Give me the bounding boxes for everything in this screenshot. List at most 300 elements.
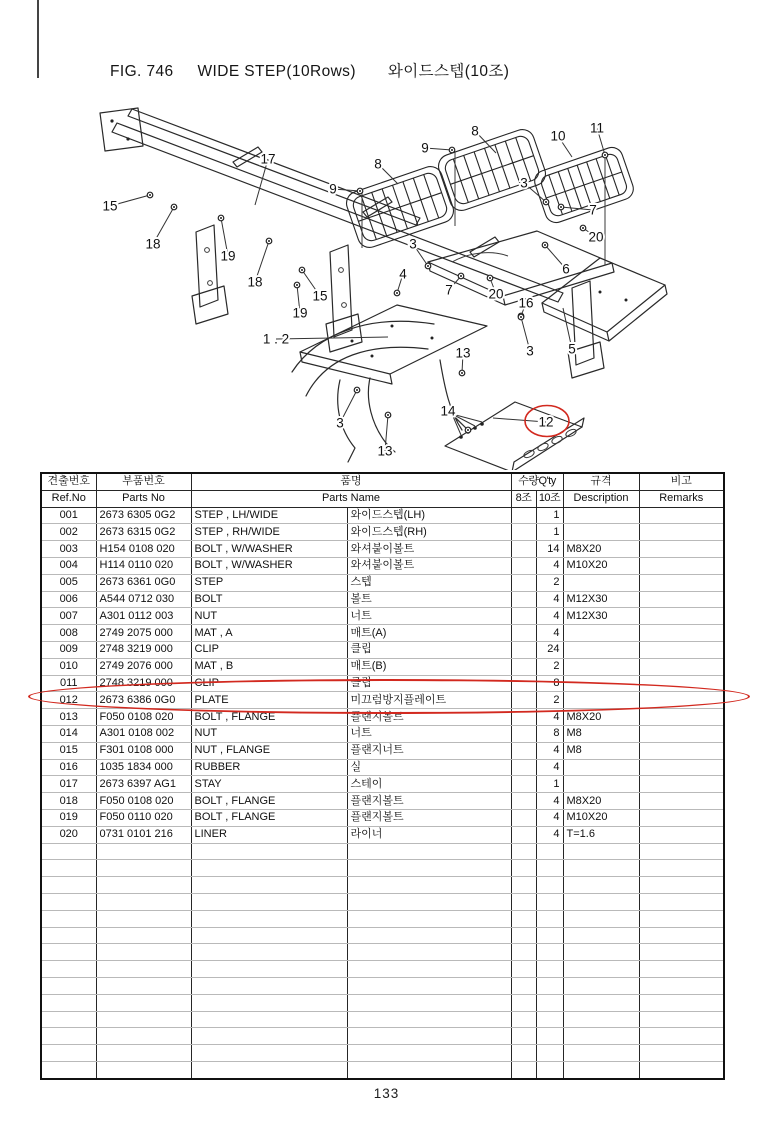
cell-qty10: 4 <box>536 826 563 843</box>
cell-parts_no <box>96 893 191 910</box>
cell-ref <box>41 944 96 961</box>
cell-parts_no: 2673 6397 AG1 <box>96 776 191 793</box>
cell-qty10 <box>536 893 563 910</box>
cell-qty8 <box>511 759 536 776</box>
cell-desc <box>563 507 639 524</box>
table-row <box>41 692 724 709</box>
cell-name_en <box>191 977 347 994</box>
cell-name_kr: 스테이 <box>347 776 511 793</box>
cell-qty10: 1 <box>536 524 563 541</box>
cell-qty10 <box>536 910 563 927</box>
figure-number: FIG. 746 <box>110 63 174 80</box>
cell-remarks <box>639 557 724 574</box>
cell-name_kr: 클립 <box>347 641 511 658</box>
bolt-center-dot <box>467 429 469 431</box>
cell-ref: 001 <box>41 507 96 524</box>
cell-name_en: STAY <box>191 776 347 793</box>
cell-ref <box>41 1061 96 1078</box>
table-row <box>41 826 724 843</box>
cell-qty10: 4 <box>536 793 563 810</box>
parts-table <box>40 472 725 1080</box>
callout-label-18: 18 <box>145 236 161 252</box>
cell-desc <box>563 759 639 776</box>
cell-remarks <box>639 809 724 826</box>
table-row <box>41 625 724 642</box>
empty-table-row <box>41 961 724 978</box>
cell-ref: 016 <box>41 759 96 776</box>
cell-parts_no: 2673 6361 0G0 <box>96 574 191 591</box>
cell-qty8 <box>511 944 536 961</box>
callout-label-9: 9 <box>329 181 337 197</box>
cell-remarks <box>639 961 724 978</box>
cell-name_kr <box>347 1028 511 1045</box>
callout-label-19: 19 <box>220 248 236 264</box>
callout-label-19: 19 <box>292 305 308 321</box>
cell-qty10 <box>536 927 563 944</box>
cell-name_kr <box>347 910 511 927</box>
cell-qty8 <box>511 574 536 591</box>
cell-ref: 012 <box>41 692 96 709</box>
cell-parts_no: 0731 0101 216 <box>96 826 191 843</box>
cell-desc: M10X20 <box>563 809 639 826</box>
cell-name_kr: 매트(A) <box>347 625 511 642</box>
cell-name_kr: 플랜지볼트 <box>347 809 511 826</box>
exploded-parts-diagram <box>0 0 773 470</box>
cell-qty8 <box>511 541 536 558</box>
table-row <box>41 675 724 692</box>
cell-desc: M8 <box>563 725 639 742</box>
cell-qty8 <box>511 742 536 759</box>
cell-parts_no <box>96 860 191 877</box>
empty-table-row <box>41 1045 724 1062</box>
cell-parts_no <box>96 927 191 944</box>
bolt-center-dot <box>396 292 398 294</box>
table-row <box>41 591 724 608</box>
cell-qty8 <box>511 994 536 1011</box>
cell-ref: 020 <box>41 826 96 843</box>
cell-qty10: 2 <box>536 692 563 709</box>
cell-desc <box>563 692 639 709</box>
cell-ref <box>41 927 96 944</box>
cell-qty8 <box>511 1011 536 1028</box>
cell-qty8 <box>511 1045 536 1062</box>
cell-name_en: BOLT , W/WASHER <box>191 557 347 574</box>
cell-ref: 011 <box>41 675 96 692</box>
platform-plate <box>428 231 614 305</box>
cell-name_kr: 플랜지볼트 <box>347 793 511 810</box>
cell-parts_no: 1035 1834 000 <box>96 759 191 776</box>
cell-desc <box>563 658 639 675</box>
cell-name_kr <box>347 893 511 910</box>
cell-qty8 <box>511 507 536 524</box>
cell-name_en <box>191 944 347 961</box>
bolt-center-dot <box>296 284 298 286</box>
cell-remarks <box>639 591 724 608</box>
cell-desc <box>563 1045 639 1062</box>
cell-name_en <box>191 893 347 910</box>
cell-parts_no <box>96 1061 191 1078</box>
cell-name_en: BOLT , FLANGE <box>191 709 347 726</box>
table-row <box>41 742 724 759</box>
table-row <box>41 557 724 574</box>
header-desc-kr: 규격 <box>563 473 639 490</box>
cell-name_kr <box>347 1011 511 1028</box>
cell-parts_no: F050 0108 020 <box>96 793 191 810</box>
header-remarks-en: Remarks <box>639 490 724 507</box>
cell-qty8 <box>511 927 536 944</box>
cell-name_kr <box>347 961 511 978</box>
empty-table-row <box>41 1011 724 1028</box>
cell-desc: M12X30 <box>563 608 639 625</box>
cell-name_en: CLIP <box>191 641 347 658</box>
header-qty10: 10조 <box>536 490 563 507</box>
cell-qty8 <box>511 709 536 726</box>
cell-parts_no: H114 0110 020 <box>96 557 191 574</box>
cell-remarks <box>639 524 724 541</box>
cell-parts_no <box>96 944 191 961</box>
cell-qty8 <box>511 860 536 877</box>
cell-remarks <box>639 776 724 793</box>
cell-desc <box>563 843 639 860</box>
callout-label-17: 17 <box>260 151 276 167</box>
callout-label-4: 4 <box>399 266 407 282</box>
cell-name_en: BOLT , W/WASHER <box>191 541 347 558</box>
empty-table-row <box>41 910 724 927</box>
cell-ref: 003 <box>41 541 96 558</box>
cell-remarks <box>639 944 724 961</box>
table-row <box>41 709 724 726</box>
cell-ref: 005 <box>41 574 96 591</box>
cell-qty10: 4 <box>536 591 563 608</box>
cell-desc: M10X20 <box>563 557 639 574</box>
cell-qty8 <box>511 608 536 625</box>
empty-table-row <box>41 893 724 910</box>
cell-qty8 <box>511 961 536 978</box>
callout-label-20: 20 <box>588 229 604 245</box>
cell-desc <box>563 641 639 658</box>
callout-label-14: 14 <box>440 403 456 419</box>
empty-table-row <box>41 877 724 894</box>
cell-remarks <box>639 541 724 558</box>
cell-qty8 <box>511 658 536 675</box>
cell-name_kr <box>347 843 511 860</box>
cell-qty10: 4 <box>536 557 563 574</box>
cell-name_en <box>191 1061 347 1078</box>
table-header-english <box>41 490 724 507</box>
table-row <box>41 541 724 558</box>
empty-table-row <box>41 1061 724 1078</box>
cell-name_kr: 미끄럼방지플레이트 <box>347 692 511 709</box>
cell-name_kr: 클립 <box>347 675 511 692</box>
cell-parts_no: 2749 2076 000 <box>96 658 191 675</box>
cell-name_kr: 매트(B) <box>347 658 511 675</box>
cell-qty8 <box>511 843 536 860</box>
cell-qty8 <box>511 893 536 910</box>
cell-qty8 <box>511 524 536 541</box>
callout-label-20: 20 <box>488 286 504 302</box>
cell-name_en: BOLT , FLANGE <box>191 809 347 826</box>
cell-desc <box>563 574 639 591</box>
empty-table-row <box>41 927 724 944</box>
empty-table-row <box>41 860 724 877</box>
cell-parts_no <box>96 1045 191 1062</box>
cell-qty10: 24 <box>536 641 563 658</box>
table-row <box>41 658 724 675</box>
cell-name_en: STEP , RH/WIDE <box>191 524 347 541</box>
cell-qty8 <box>511 809 536 826</box>
cell-ref <box>41 910 96 927</box>
cell-name_kr: 와셔붙이볼트 <box>347 557 511 574</box>
cell-name_en: STEP , LH/WIDE <box>191 507 347 524</box>
cell-parts_no: F301 0108 000 <box>96 742 191 759</box>
cell-parts_no <box>96 843 191 860</box>
cell-qty10: 4 <box>536 759 563 776</box>
cell-name_kr: 와이드스텝(RH) <box>347 524 511 541</box>
cell-desc: M8X20 <box>563 793 639 810</box>
cell-parts_no <box>96 994 191 1011</box>
cell-qty10 <box>536 860 563 877</box>
cell-ref: 007 <box>41 608 96 625</box>
callout-label-5: 5 <box>568 341 576 357</box>
cell-parts_no: 2748 3219 000 <box>96 641 191 658</box>
callout-label-13: 13 <box>377 443 393 459</box>
table-header-korean <box>41 473 724 490</box>
cell-remarks <box>639 1045 724 1062</box>
cell-ref: 014 <box>41 725 96 742</box>
bolt-center-dot <box>301 269 303 271</box>
bolt-center-dot <box>173 206 175 208</box>
bolt-center-dot <box>387 414 389 416</box>
header-qty-kr: 수량Q'ty <box>511 473 563 490</box>
cell-parts_no <box>96 910 191 927</box>
bolt-center-dot <box>582 227 584 229</box>
cell-qty8 <box>511 826 536 843</box>
cell-parts_no: 2673 6386 0G0 <box>96 692 191 709</box>
cell-name_kr: 너트 <box>347 725 511 742</box>
header-name-en: Parts Name <box>191 490 511 507</box>
cell-ref <box>41 877 96 894</box>
cell-desc <box>563 675 639 692</box>
cell-name_en <box>191 910 347 927</box>
bolt-center-dot <box>220 217 222 219</box>
cell-parts_no: 2748 3219 000 <box>96 675 191 692</box>
cell-parts_no: A301 0108 002 <box>96 725 191 742</box>
bolt-center-dot <box>544 244 546 246</box>
cell-remarks <box>639 877 724 894</box>
cell-parts_no: A301 0112 003 <box>96 608 191 625</box>
cell-ref <box>41 860 96 877</box>
header-name-kr: 품명 <box>191 473 511 490</box>
table-row <box>41 725 724 742</box>
cell-remarks <box>639 1011 724 1028</box>
empty-table-row <box>41 843 724 860</box>
cell-name_en: STEP <box>191 574 347 591</box>
cell-name_en: RUBBER <box>191 759 347 776</box>
header-partsno-en: Parts No <box>96 490 191 507</box>
cell-qty8 <box>511 557 536 574</box>
bolt-center-dot <box>356 389 358 391</box>
cell-remarks <box>639 759 724 776</box>
header-ref-kr: 견출번호 <box>41 473 96 490</box>
cell-remarks <box>639 994 724 1011</box>
cell-desc <box>563 877 639 894</box>
cell-desc <box>563 1061 639 1078</box>
cell-qty10: 1 <box>536 776 563 793</box>
cell-qty8 <box>511 625 536 642</box>
cell-remarks <box>639 1061 724 1078</box>
table-row <box>41 608 724 625</box>
cell-remarks <box>639 625 724 642</box>
cell-ref <box>41 994 96 1011</box>
table-row <box>41 574 724 591</box>
table-row <box>41 776 724 793</box>
cell-qty10 <box>536 1061 563 1078</box>
cell-ref <box>41 961 96 978</box>
cell-remarks <box>639 608 724 625</box>
cell-name_en: CLIP <box>191 675 347 692</box>
step-mat-8-left <box>343 163 456 250</box>
cell-parts_no: H154 0108 020 <box>96 541 191 558</box>
bolt-center-dot <box>268 240 270 242</box>
cell-desc <box>563 927 639 944</box>
step-mat-10 <box>532 144 637 225</box>
bolt-center-dot <box>149 194 151 196</box>
cell-desc <box>563 994 639 1011</box>
cell-remarks <box>639 1028 724 1045</box>
cell-qty8 <box>511 725 536 742</box>
cell-desc <box>563 961 639 978</box>
callout-label-6: 6 <box>562 261 570 277</box>
bolt-center-dot <box>359 190 361 192</box>
bolt-center-dot <box>545 201 547 203</box>
cell-qty10: 4 <box>536 742 563 759</box>
cell-qty8 <box>511 793 536 810</box>
cell-ref <box>41 1028 96 1045</box>
cell-name_kr: 와셔붙이볼트 <box>347 541 511 558</box>
cell-qty10: 4 <box>536 625 563 642</box>
cell-ref: 015 <box>41 742 96 759</box>
header-partsno-kr: 부품번호 <box>96 473 191 490</box>
cell-qty8 <box>511 1061 536 1078</box>
cell-remarks <box>639 675 724 692</box>
cell-name_en <box>191 843 347 860</box>
cell-desc <box>563 893 639 910</box>
cell-desc <box>563 944 639 961</box>
cell-name_kr <box>347 927 511 944</box>
cell-desc <box>563 776 639 793</box>
cell-name_kr: 플랜지볼트 <box>347 709 511 726</box>
cell-name_en: LINER <box>191 826 347 843</box>
cell-qty10: 4 <box>536 709 563 726</box>
cell-name_en <box>191 860 347 877</box>
cell-qty10 <box>536 994 563 1011</box>
cell-parts_no: 2673 6315 0G2 <box>96 524 191 541</box>
cell-desc: M12X30 <box>563 591 639 608</box>
cell-desc: M8X20 <box>563 541 639 558</box>
table-row <box>41 507 724 524</box>
callout-label-8: 8 <box>471 123 479 139</box>
header-qty8: 8조 <box>511 490 536 507</box>
cell-remarks <box>639 893 724 910</box>
cell-ref: 009 <box>41 641 96 658</box>
cell-desc <box>563 860 639 877</box>
cell-ref <box>41 843 96 860</box>
cell-name_en: NUT , FLANGE <box>191 742 347 759</box>
cell-qty8 <box>511 591 536 608</box>
cell-name_en: PLATE <box>191 692 347 709</box>
cell-ref: 008 <box>41 625 96 642</box>
cell-qty10: 2 <box>536 658 563 675</box>
cell-name_en: MAT , B <box>191 658 347 675</box>
cell-remarks <box>639 641 724 658</box>
cell-parts_no <box>96 977 191 994</box>
cell-qty10 <box>536 977 563 994</box>
parts-table-body <box>41 507 724 1079</box>
bolt-center-dot <box>560 206 562 208</box>
cell-name_kr <box>347 944 511 961</box>
cell-remarks <box>639 843 724 860</box>
cell-qty8 <box>511 877 536 894</box>
callout-label-12: 1 . 2 <box>262 331 290 347</box>
cell-remarks <box>639 692 724 709</box>
callout-label-3: 3 <box>526 343 534 359</box>
cell-ref <box>41 1011 96 1028</box>
cell-name_en <box>191 961 347 978</box>
cell-ref: 018 <box>41 793 96 810</box>
bolt-center-dot <box>461 372 463 374</box>
table-row <box>41 524 724 541</box>
cell-ref: 019 <box>41 809 96 826</box>
cell-ref: 013 <box>41 709 96 726</box>
step-mat-8-right <box>435 123 548 213</box>
cell-name_kr: 너트 <box>347 608 511 625</box>
leader-line <box>276 337 388 339</box>
cell-name_en: BOLT , FLANGE <box>191 793 347 810</box>
cell-qty10 <box>536 1011 563 1028</box>
cell-remarks <box>639 793 724 810</box>
callout-label-3: 3 <box>409 236 417 252</box>
callout-label-10: 10 <box>550 128 566 144</box>
cell-qty10 <box>536 843 563 860</box>
cell-remarks <box>639 742 724 759</box>
cell-name_en <box>191 994 347 1011</box>
table-row <box>41 759 724 776</box>
cell-name_kr: 스텝 <box>347 574 511 591</box>
cell-name_en <box>191 927 347 944</box>
page-number: 133 <box>373 1086 400 1101</box>
header-remarks-kr: 비고 <box>639 473 724 490</box>
cell-ref <box>41 977 96 994</box>
callout-label-3: 3 <box>520 175 528 191</box>
cell-qty10: 2 <box>536 574 563 591</box>
cell-qty10 <box>536 877 563 894</box>
bolt-center-dot <box>460 275 462 277</box>
empty-table-row <box>41 944 724 961</box>
cell-desc <box>563 524 639 541</box>
bolt-center-dot <box>520 316 522 318</box>
cell-remarks <box>639 709 724 726</box>
cell-desc <box>563 625 639 642</box>
bolt-center-dot <box>427 265 429 267</box>
cell-name_en: BOLT <box>191 591 347 608</box>
callout-label-8: 8 <box>374 156 382 172</box>
cell-remarks <box>639 574 724 591</box>
header-desc-en: Description <box>563 490 639 507</box>
cell-name_en <box>191 877 347 894</box>
callout-label-15: 15 <box>102 198 118 214</box>
cell-desc: M8X20 <box>563 709 639 726</box>
cell-qty10: 4 <box>536 608 563 625</box>
